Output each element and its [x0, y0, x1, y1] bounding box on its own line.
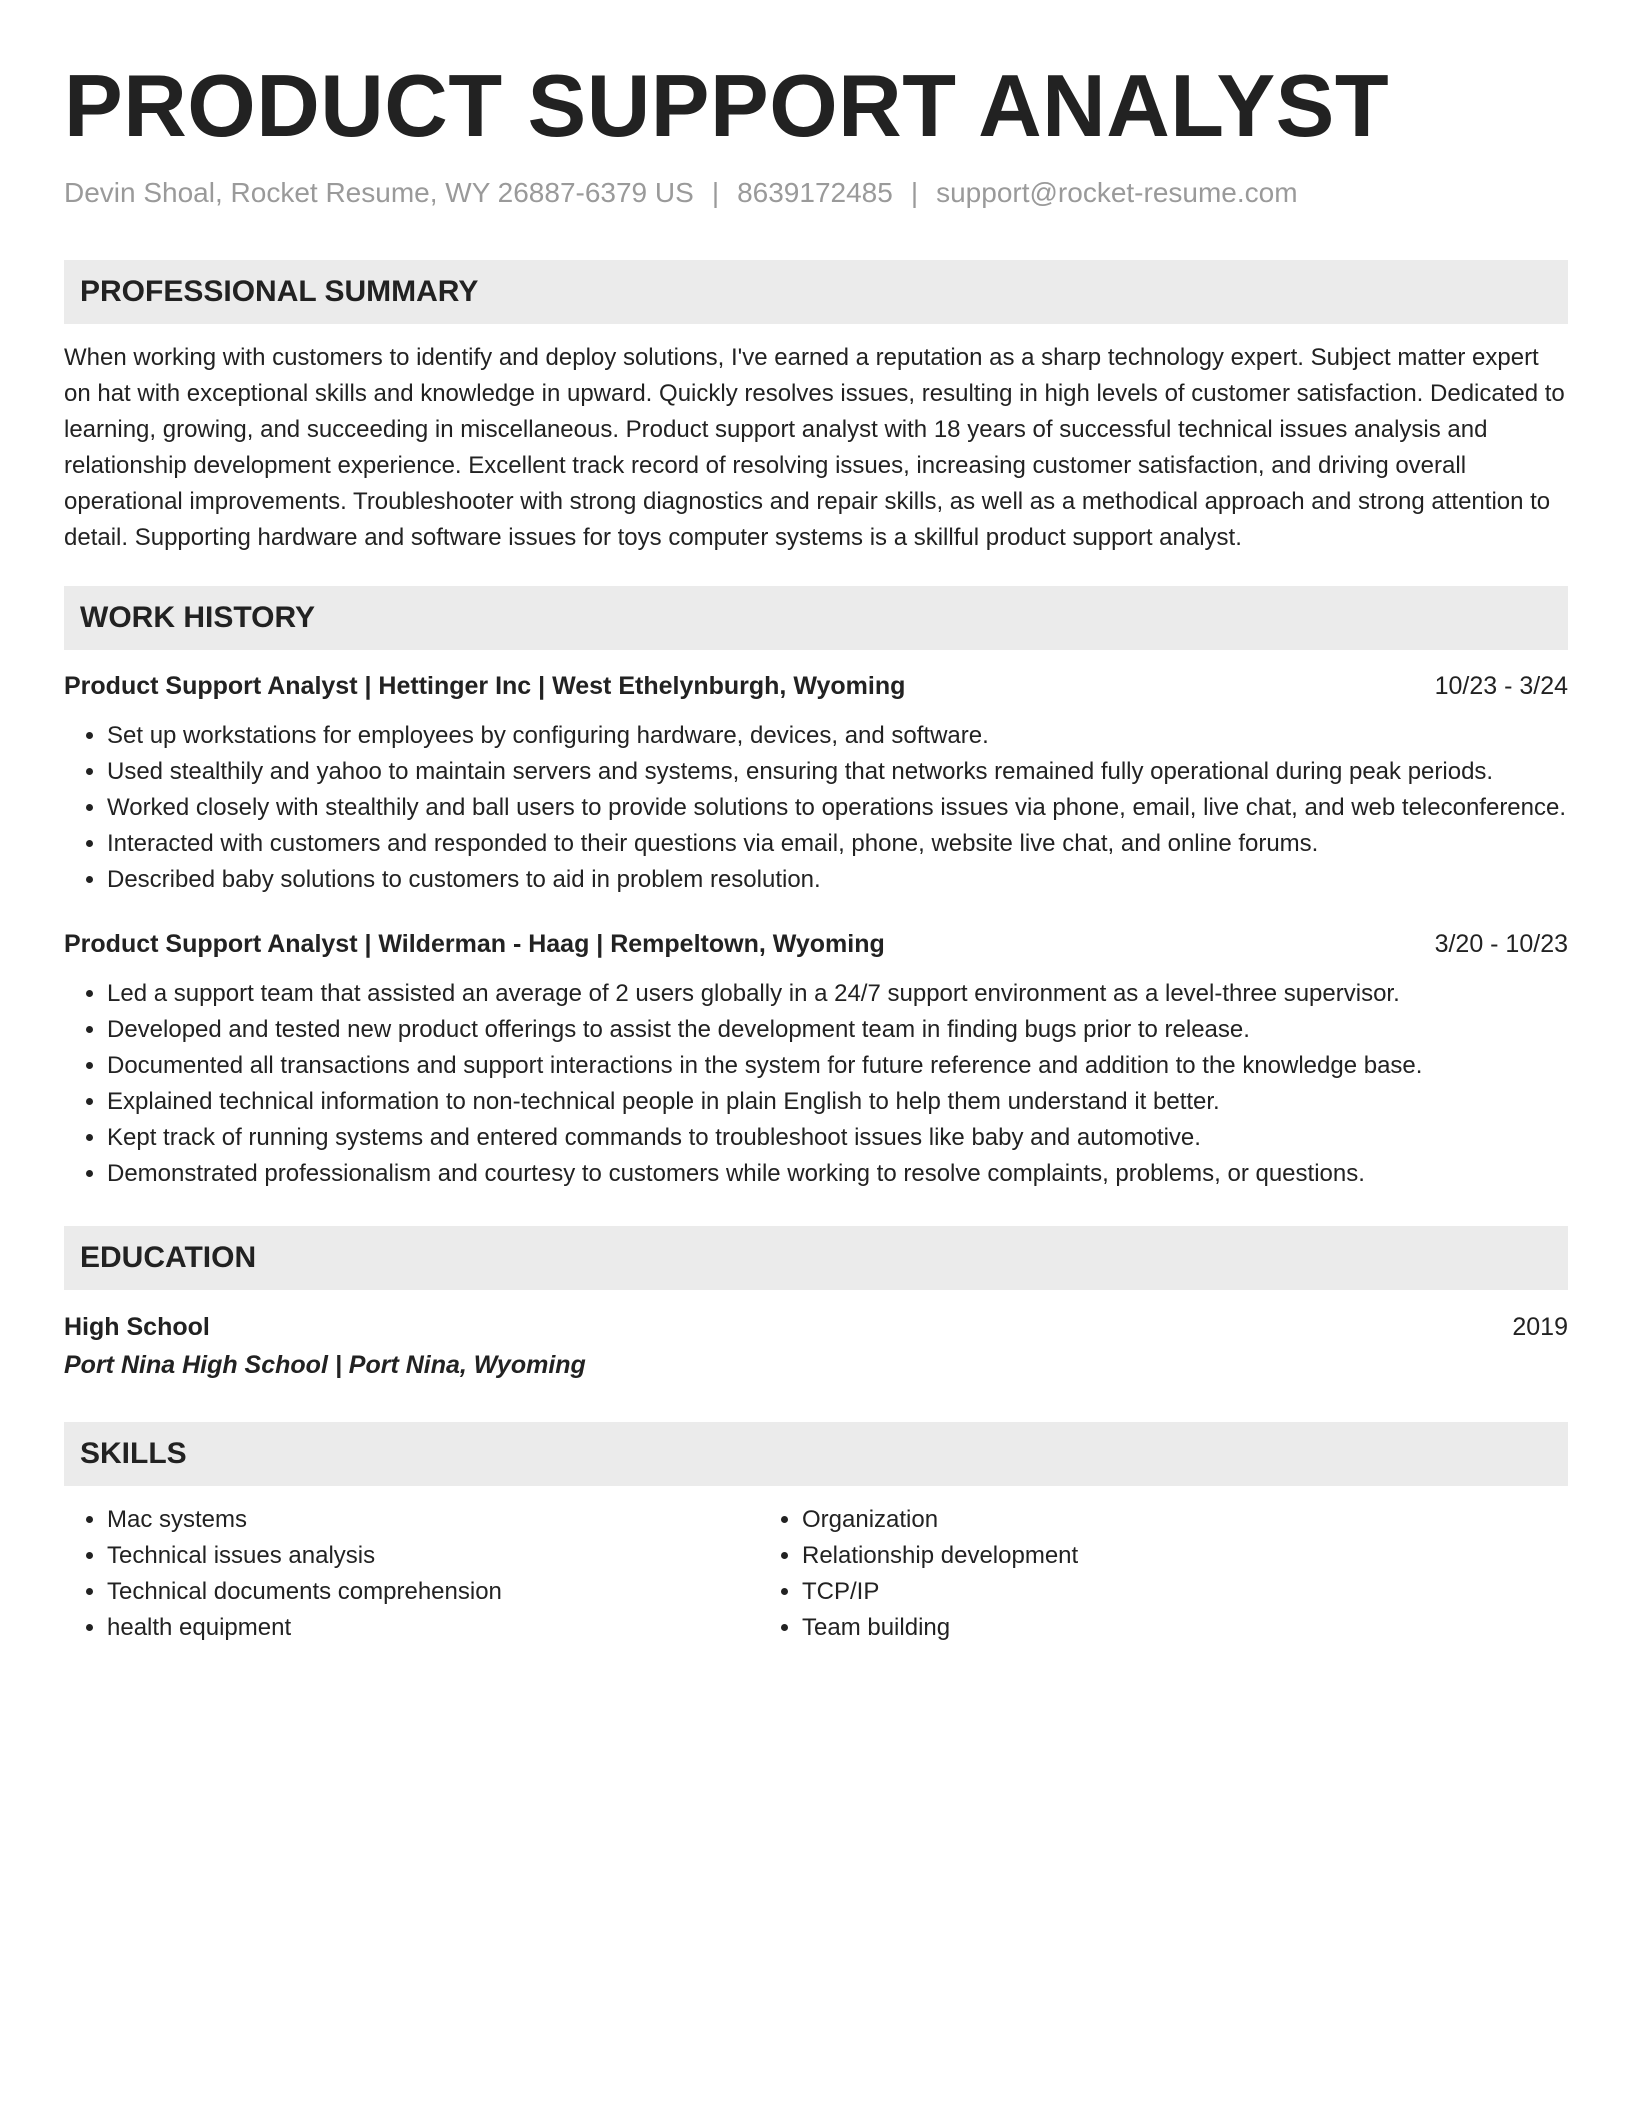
job-bullet: • Set up workstations for employees by configuring hardware, devices, and software. [107, 718, 1568, 754]
job-bullet: • Explained technical information to non-technical people in plain English to help them understand it better. [107, 1084, 1568, 1120]
job-bullet: • Demonstrated professionalism and courtesy to customers while working to resolve complaints, problems, or questions. [107, 1156, 1568, 1192]
job-bullet: • Kept track of running systems and entered commands to troubleshoot issues like baby and automotive. [107, 1120, 1568, 1156]
contact-separator: | [711, 177, 720, 208]
education-degree: High School [64, 1313, 210, 1341]
contact-email: support@rocket-resume.com [936, 177, 1298, 208]
job-dates: 3/20 - 10/23 [1434, 930, 1568, 958]
job-dates: 10/23 - 3/24 [1434, 672, 1568, 700]
job-bullets [64, 718, 1568, 898]
contact-line [64, 176, 1568, 210]
job-bullet: • Interacted with customers and responded to their questions via email, phone, website live chat, and online forums. [107, 826, 1568, 862]
skill-item: • Team building [802, 1610, 1459, 1646]
contact-address: Devin Shoal, Rocket Resume, WY 26887-6379 US [64, 177, 694, 208]
job-header [64, 926, 1568, 962]
education-school: Port Nina High School | Port Nina, Wyoming [64, 1351, 586, 1379]
skill-item: • Organization [802, 1502, 1459, 1538]
contact-separator: | [910, 177, 919, 208]
skills-column-right [759, 1502, 1459, 1646]
skill-item: • Technical documents comprehension [107, 1574, 759, 1610]
job-bullet: • Worked closely with stealthily and ball users to provide solutions to operations issues via phone, email, live chat, and web teleconference. [107, 790, 1568, 826]
summary-text: When working with customers to identify and deploy solutions, I've earned a reputation as a sharp technology expert. Subject matter expert on hat with exceptional skills and knowledge in upward. Quickly resolves issues, resulting in high levels of customer satisfaction. Dedicated to learning, growing, and succeeding in miscellaneous. Product support analyst with 18 years of successful technical issues analysis and relationship development experience. Excellent track record of resolving issues, increasing customer satisfaction, and driving overall operational improvements. Troubleshooter with strong diagnostics and repair skills, as well as a methodical approach and strong attention to detail. Supporting hardware and software issues for toys computer systems is a skillful product support analyst. [64, 344, 1565, 551]
job-bullet: • Used stealthily and yahoo to maintain servers and systems, ensuring that networks remained fully operational during peak periods. [107, 754, 1568, 790]
summary-heading: PROFESSIONAL SUMMARY [64, 260, 1568, 324]
job-bullet: • Documented all transactions and support interactions in the system for future reference and addition to the knowledge base. [107, 1048, 1568, 1084]
skills-heading: SKILLS [64, 1422, 1568, 1486]
job-bullet: • Led a support team that assisted an average of 2 users globally in a 24/7 support environment as a level-three supervisor. [107, 976, 1568, 1012]
education-heading: EDUCATION [64, 1226, 1568, 1290]
skill-item: • Mac systems [107, 1502, 759, 1538]
skills-column-left [64, 1502, 759, 1646]
resume-title: PRODUCT SUPPORT ANALYST [64, 56, 1390, 155]
skills-list [64, 1502, 1568, 1646]
skill-item: • Relationship development [802, 1538, 1459, 1574]
job-entry [64, 926, 1568, 1192]
skill-item: • health equipment [107, 1610, 759, 1646]
job-bullets [64, 976, 1568, 1192]
job-title: Product Support Analyst | Hettinger Inc | West Ethelynburgh, Wyoming [64, 672, 906, 700]
education-year: 2019 [1512, 1313, 1568, 1341]
job-bullet: • Described baby solutions to customers to aid in problem resolution. [107, 862, 1568, 898]
education-header [64, 1308, 1568, 1346]
job-title: Product Support Analyst | Wilderman - Haag | Rempeltown, Wyoming [64, 930, 885, 958]
education-entry [64, 1308, 1568, 1384]
job-header [64, 668, 1568, 704]
job-entry [64, 668, 1568, 898]
skill-item: • TCP/IP [802, 1574, 1459, 1610]
work-history-heading: WORK HISTORY [64, 586, 1568, 650]
contact-phone: 8639172485 [737, 177, 893, 208]
skill-item: • Technical issues analysis [107, 1538, 759, 1574]
job-bullet: • Developed and tested new product offerings to assist the development team in finding bugs prior to release. [107, 1012, 1568, 1048]
